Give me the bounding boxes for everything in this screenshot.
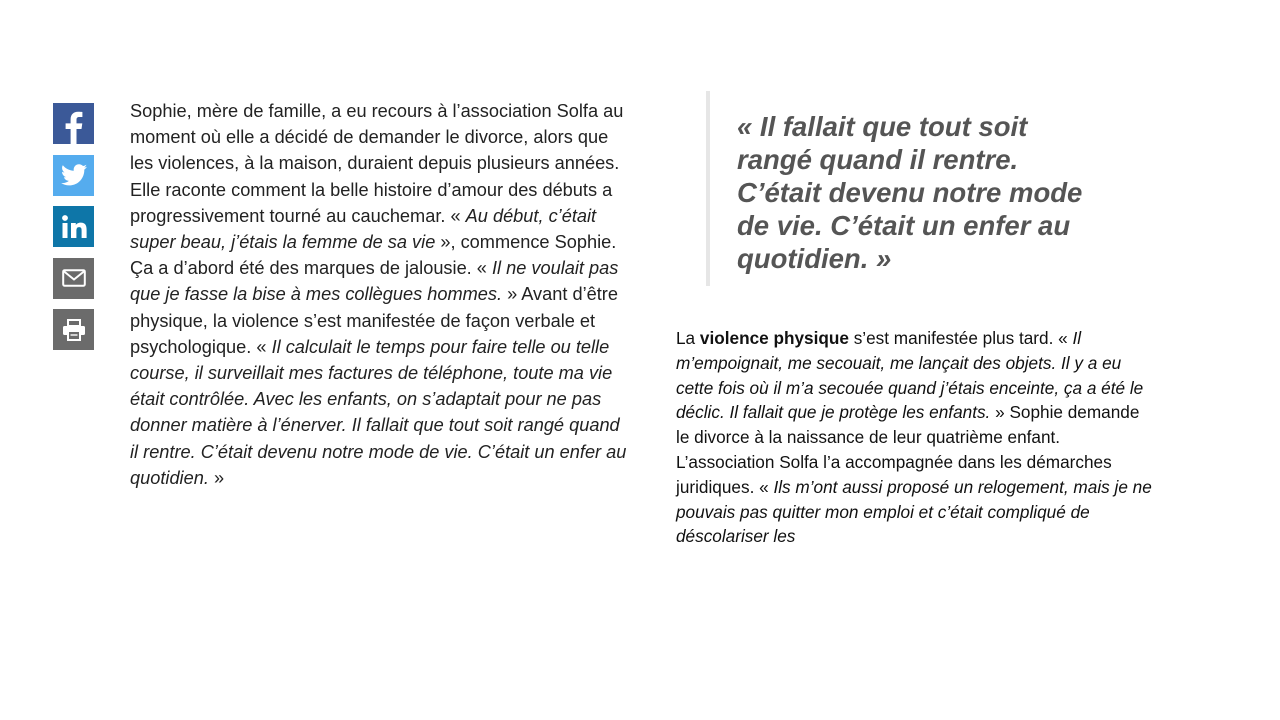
paragraph-text: s’est manifestée plus tard. « xyxy=(848,328,1073,348)
article-paragraph xyxy=(676,326,1156,549)
paragraph-text: La xyxy=(676,328,700,348)
twitter-share-button[interactable] xyxy=(53,155,94,196)
quote-text: Ils m’ont aussi proposé un relogement, mais je ne pouvais pas quitter mon emploi et c’était compliqué de déscolariser les xyxy=(676,476,1152,547)
quote-text: Il calculait le temps pour faire telle ou telle course, il surveillait mes factures de téléphone, toute ma vie était contrôlée. Avec les enfants, on s’adaptait pour ne pas donner matière à l’énerver. Il fallait que tout soit rangé quand il rentre. C’était devenu notre mode de vie. C’était un enfer au quotidien. xyxy=(130,336,627,488)
twitter-icon xyxy=(61,164,87,186)
article-body-right xyxy=(676,326,1156,549)
printer-icon xyxy=(62,319,86,341)
paragraph-text: Sophie, mère de famille, a eu recours à l’association Solfa au moment où elle a décidé de demander le divorce, alors que les violences, à la maison, duraient depuis plusieurs années. Elle raconte comment la belle histoire d’amour des débuts a progressivement tourné au cauchemar. « xyxy=(130,101,624,226)
email-share-button[interactable] xyxy=(53,258,94,299)
quote-text: Il m’empoignait, me secouait, me lançait des objets. Il y a eu cette fois où il m’a secouée quand j’étais enceinte, ça a été le déclic. Il fallait que je protège les enfants. xyxy=(676,328,1144,423)
paragraph-text: » Avant d’être physique, la violence s’est manifestée de façon verbale et psychologique. « xyxy=(130,284,618,357)
linkedin-share-button[interactable] xyxy=(53,206,94,247)
pull-quote xyxy=(706,91,1090,286)
facebook-share-button[interactable] xyxy=(53,103,94,144)
emphasis-text: violence physique xyxy=(699,328,849,348)
paragraph-text: », commence Sophie. Ça a d’abord été des marques de jalousie. « xyxy=(130,232,617,279)
envelope-icon xyxy=(62,269,86,287)
article-paragraph xyxy=(130,98,630,491)
paragraph-text: » xyxy=(208,467,225,488)
quote-text: Il ne voulait pas que je fasse la bise à mes collègues hommes. xyxy=(130,258,619,305)
paragraph-text: » Sophie demande le divorce à la naissance de leur quatrième enfant. L’association Solfa l’a accompagnée dans les démarches juridiques. « xyxy=(676,402,1140,497)
linkedin-icon xyxy=(61,214,87,240)
print-button[interactable] xyxy=(53,309,94,350)
share-bar xyxy=(53,103,94,361)
facebook-icon xyxy=(53,103,94,144)
article-body-left xyxy=(130,98,630,491)
pull-quote-text: « Il fallait que tout soit rangé quand il rentre. C’était devenu notre mode de vie. C’était un enfer au quotidien. » xyxy=(737,111,1083,274)
quote-text: Au début, c’était super beau, j’étais la femme de sa vie xyxy=(130,205,597,253)
